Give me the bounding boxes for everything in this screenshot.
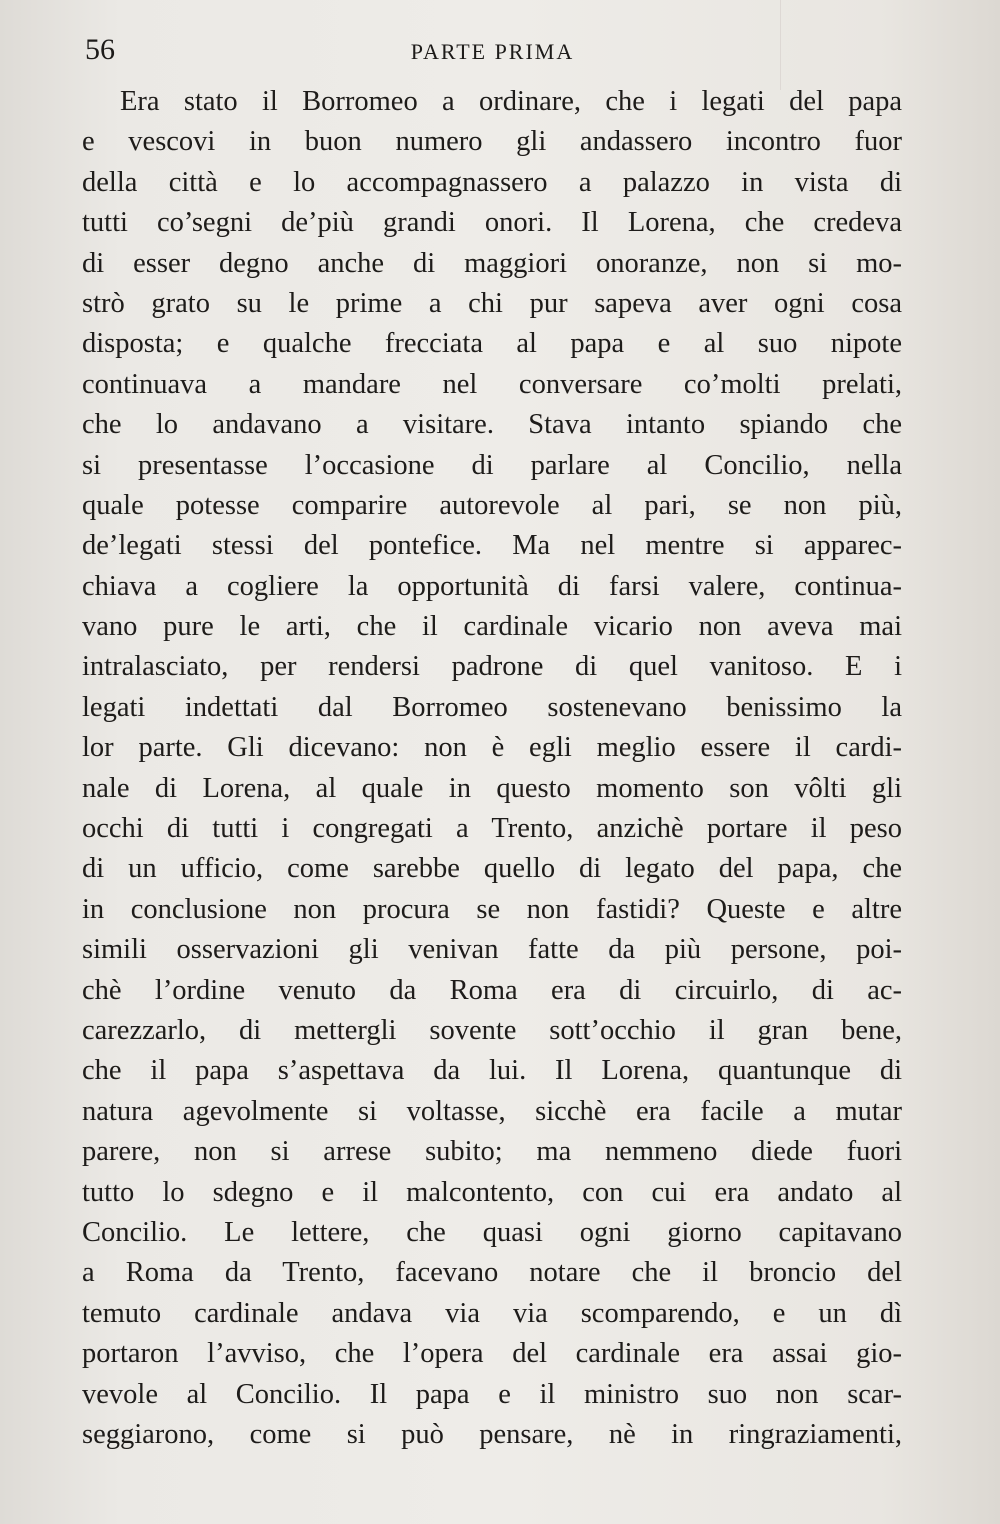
text-line: di un ufficio, come sarebbe quello di legato del papa, che [82, 853, 902, 885]
text-line: occhi di tutti i congregati a Trento, anzichè portare il peso [82, 813, 902, 845]
page-number: 56 [85, 33, 115, 66]
text-line: Concilio. Le lettere, che quasi ogni giorno capitavano [82, 1216, 902, 1248]
text-line: natura agevolmente si voltasse, sicchè era facile a mutar [82, 1095, 902, 1127]
text-line: vevole al Concilio. Il papa e il ministro suo non scar- [82, 1378, 902, 1410]
text-line: e vescovi in buon numero gli andassero incontro fuor [82, 126, 902, 158]
text-line: nale di Lorena, al quale in questo momento son vôlti gli [82, 772, 902, 804]
text-line: seggiarono, come si può pensare, nè in ringraziamenti, [82, 1418, 902, 1450]
text-line: tutti co’segni de’più grandi onori. Il Lorena, che credeva [82, 207, 902, 239]
text-line: carezzarlo, di mettergli sovente sott’occhio il gran bene, [82, 1014, 902, 1046]
text-line: vano pure le arti, che il cardinale vicario non aveva mai [82, 611, 902, 643]
text-line: in conclusione non procura se non fastidi? Queste e altre [82, 893, 902, 925]
text-line: quale potesse comparire autorevole al pari, se non più, [82, 489, 902, 521]
text-line: disposta; e qualche frecciata al papa e al suo nipote [82, 328, 902, 360]
text-line: lor parte. Gli dicevano: non è egli meglio essere il cardi- [82, 732, 902, 764]
text-line: parere, non si arrese subito; ma nemmeno diede fuori [82, 1136, 902, 1168]
text-line: intralasciato, per rendersi padrone di quel vanitoso. E i [82, 651, 902, 683]
text-line: legati indettati dal Borromeo sostenevano benissimo la [82, 691, 902, 723]
text-line: che il papa s’aspettava da lui. Il Lorena, quantunque di [82, 1055, 902, 1087]
body-text [82, 82, 902, 1455]
text-line: portaron l’avviso, che l’opera del cardinale era assai gio- [82, 1338, 902, 1370]
text-line: continuava a mandare nel conversare co’molti prelati, [82, 368, 902, 400]
running-title: PARTE PRIMA [410, 39, 575, 64]
text-line: temuto cardinale andava via via scomparendo, e un dì [82, 1297, 902, 1329]
text-line: della città e lo accompagnassero a palazzo in vista di [82, 166, 902, 198]
text-line: de’legati stessi del pontefice. Ma nel mentre si apparec- [82, 530, 902, 562]
text-line: chiava a cogliere la opportunità di farsi valere, continua- [82, 570, 902, 602]
text-line: strò grato su le prime a chi pur sapeva aver ogni cosa [82, 287, 902, 319]
text-line: chè l’ordine venuto da Roma era di circuirlo, di ac- [82, 974, 902, 1006]
page-header [85, 30, 900, 70]
text-line: simili osservazioni gli venivan fatte da più persone, poi- [82, 934, 902, 966]
text-line: di esser degno anche di maggiori onoranze, non si mo- [82, 247, 902, 279]
text-line: Era stato il Borromeo a ordinare, che i legati del papa [120, 86, 902, 117]
text-line: tutto lo sdegno e il malcontento, con cui era andato al [82, 1176, 902, 1208]
text-line: a Roma da Trento, facevano notare che il broncio del [82, 1257, 902, 1289]
text-line: si presentasse l’occasione di parlare al Concilio, nella [82, 449, 902, 481]
text-line: che lo andavano a visitare. Stava intanto spiando che [82, 409, 902, 441]
